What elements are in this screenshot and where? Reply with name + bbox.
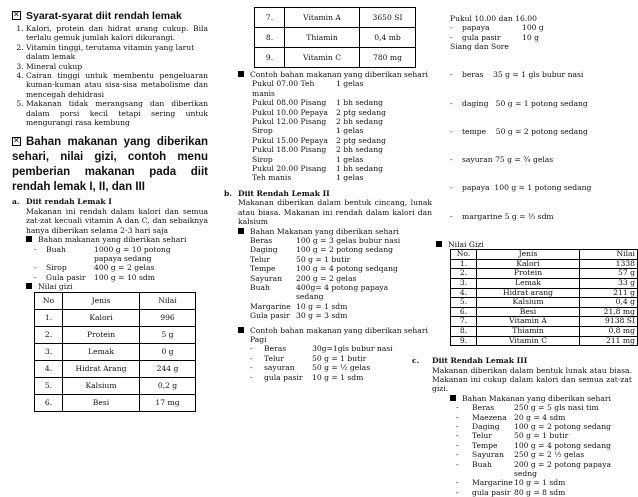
list-item: - Buah 200 g = 2 potong papaya sedng (456, 459, 612, 478)
table-row: 5. Kalsium 0,2 g (35, 377, 196, 394)
time-label: Pukul 10.00 dan 16.00 (450, 14, 537, 23)
list-item: Pukul 15.00 Pepaya 2 ptg sedang (252, 135, 386, 145)
list-item: Daging 100 g = 2 potong sedang (250, 245, 393, 255)
list-item: Sirop 1 gelas (252, 126, 364, 136)
list-item: - sayuran 50 g = ½ gelas (250, 363, 371, 373)
column-left (12, 10, 208, 412)
list-item: - Maezena 20 g = 4 sdm (456, 412, 566, 422)
list-item: Beras 100 g = 3 gelas bubur nasi (250, 235, 401, 245)
bullet-item: Contoh bahan makanan yang diberikan sehari (224, 70, 432, 79)
list-item: - Telur 50 g = 1 butir (250, 353, 367, 363)
list-item: 5. Makanan tidak merangsang dan diberikan dalam porsi kecil tetapi sering untuk mengurangi rasa kembung (26, 99, 208, 127)
bullet-item: Nilai gizi (12, 282, 208, 291)
list-item: - daging 50 g = 1 potong sedang (450, 98, 588, 108)
food-list (436, 403, 632, 497)
square-bullet-icon (26, 283, 32, 289)
list-item: - margarine 5 g = ⅓ sdm (450, 211, 554, 221)
list-item: - Daging 100 g = 2 potong sedang (456, 421, 611, 431)
list-item: Tempe 100 g = 4 potong sedqang (250, 264, 398, 274)
square-bullet-icon (238, 228, 244, 234)
column-right (412, 14, 635, 497)
list-item: - sayuran 75 g = ¾ gelas (450, 155, 554, 165)
table-row: 6. Besi 17 mg (35, 394, 196, 411)
list-item: - papaya 100 g = 1 potong sedang (450, 183, 592, 193)
requirements-list (12, 24, 208, 127)
snack-list (436, 23, 632, 42)
table-row: 9. Vitamin C 211 mg (451, 336, 638, 346)
subsection-title: b. Diit Rendah Lemak II (224, 188, 330, 198)
time-label: Siang dan Sore (450, 42, 509, 52)
table-row: 9. Vitamin C 780 mg (255, 48, 416, 68)
section-heading-menu: ✕Bahan makanan yang diberikan sehari, nilai gizi, contoh menu pemberian makanan pada diit rendah lemak I, II, dan III (12, 135, 208, 195)
list-item: - gula pasir 10 g = 1 sdm (250, 372, 364, 382)
paragraph: Makanan diberikan dalam bentuk cincang, lunak atau biasa. Makanan ini rendah dalam kalori dan kalsium (238, 198, 432, 227)
list-item: Telur 50 g = 1 butir (250, 254, 351, 264)
square-bullet-icon (238, 71, 244, 77)
list-item: - Gula pasir 100 g = 10 sdm (34, 272, 155, 282)
list-item: - gula pasir 80 g = 8 sdm (456, 487, 566, 497)
table-row: 4. Hidrat Arang 244 g (35, 360, 196, 377)
list-item: Gula pasir 30 g = 3 sdm (250, 311, 348, 321)
list-item: - Margarine 10 g = 1 sdm (456, 478, 566, 488)
food-list (12, 245, 208, 283)
list-item: Pukul 10.00 Pepaya 2 ptg sedang (252, 107, 386, 117)
column-middle (224, 7, 432, 382)
bullet-item: Nilai Gizi (436, 240, 632, 249)
table-row: 1. Kalori 996 (35, 309, 196, 326)
subsection-title: a. Diit rendah Lemak I (12, 197, 112, 207)
list-item: - beras 35 g = 1 gls bubur nasi (450, 70, 584, 80)
list-item: - Telur 50 g = 1 butir (456, 431, 569, 441)
list-item: Pukul 07.00 Teh manis 1 gelas (252, 79, 364, 98)
list-item: Margarine 10 g = 1 sdm (250, 301, 348, 311)
checkbox-icon (12, 11, 21, 20)
table-row: 3. Lemak 0 g (35, 343, 196, 360)
checkbox-icon (12, 137, 21, 146)
paragraph: Makanan ini rendah dalam kalori dan semua zat-zat kecuali vitamin A dan C, dan sebaiknya hanya diberikan selama 2-3 hari saja (26, 206, 208, 235)
list-item: Buah 400g= 4 potong papaya sedang (250, 282, 389, 302)
square-bullet-icon (238, 327, 244, 333)
subsection-title: c. Diit Rendah Lemak III (412, 356, 528, 366)
table-row: 2. Protein 5 g (35, 326, 196, 343)
nutrition-table-3 (450, 249, 638, 346)
table-row: 8. Thiamin 0,4 mb (255, 28, 416, 48)
square-bullet-icon (26, 236, 32, 242)
table-row: 7. Vitamin A 9138 SI (451, 317, 638, 327)
paragraph: Makanan diberikan dalam bentuk lunak atau biasa. Makanan ini cukup dalam kalori dan semua zat-zat gizi. (432, 365, 632, 394)
list-item: Pukul 20.00 Pisang 1 bh sedang (252, 164, 383, 174)
table-row: 6. Besi 21,8 mg (451, 307, 638, 317)
list-item: - Buah 1000 g = 10 potong papaya sedang (34, 244, 171, 263)
list-item: - Beras 250 g = 5 gls nasi tim (456, 403, 599, 413)
bullet-item: Bahan Makanan yang diberikan sehari (224, 227, 432, 236)
table-header-row: No. Jenis Nilai (451, 250, 638, 260)
list-item: - Sayuran 250 g = 2 ½ gelas (456, 450, 585, 460)
list-item: 2. Vitamin tinggi, terutama vitamin yang larut dalam lemak (26, 43, 208, 62)
table-row: 3. Lemak 33 g (451, 278, 638, 288)
square-bullet-icon (450, 395, 456, 401)
list-item: - Beras 30g=1gls bubur nasi (250, 344, 393, 354)
list-item: 4. Cairan tinggi untuk membentu pengeluaran kuman-kuman atau sisa-sisa metabolisme dan mencegah dehidrasi (26, 71, 208, 99)
list-item: 1. Kalori, protein dan hidrat arang cukup. Bila terlalu gemuk jumlah kalori dikurangi. (26, 24, 208, 43)
food-list (224, 236, 432, 321)
square-bullet-icon (436, 241, 442, 247)
list-item: Sirop 1 gelas (252, 154, 364, 164)
list-item: Teh manis 1 gelas (252, 173, 364, 183)
table-row: 2. Protein 57 g (451, 269, 638, 279)
list-item: Pukul 12.00 Pisang 2 bh sedang (252, 117, 383, 127)
list-item: - Tempe 100 g = 4 potong sedang (456, 440, 611, 450)
nutrition-table (34, 292, 196, 412)
bullet-item: Bahan makanan yang diberikan sehari (12, 235, 208, 244)
menu-list (224, 79, 432, 182)
table-row: 4. Hidrat arang 211 g (451, 288, 638, 298)
bullet-item: Contoh bahan makanan yang diberikan sehari (224, 326, 432, 335)
table-row: 8. Thiamin 0,8 mg (451, 326, 638, 336)
table-row: 7. Vitamin A 3650 SI (255, 8, 416, 28)
table-row: 5. Kalsium 0,4 g (451, 298, 638, 308)
meal-list (224, 344, 432, 382)
list-item: Pukul 18.00 Pisang 2 bh sedang (252, 145, 383, 155)
nutrition-table-continued (254, 7, 416, 68)
table-header-row: No Jenis Nilai (35, 292, 196, 309)
list-item: - gula pasir 10 g (450, 32, 539, 42)
list-item: Pukul 08.00 Pisang 1 bh sedang (252, 98, 383, 108)
list-item: - papaya 100 g (450, 23, 544, 33)
table-row: 1. Kalori 1338 (451, 259, 638, 269)
section-heading-requirements: ✕Syarat-syarat diit rendah lemak (12, 10, 208, 22)
list-item: Sayuran 200 g = 2 gelas (250, 273, 357, 283)
list-item: - Sirop 400 g = 2 gelas (34, 263, 155, 273)
list-item: - tempe 50 g = 2 potong sedang (450, 126, 588, 136)
bullet-item: Bahan Makanan yang diberikan sehari (436, 394, 632, 403)
list-item: 3. Mineral cukup (26, 62, 208, 71)
meal-label: Pagi (250, 334, 267, 344)
lunch-list (436, 52, 632, 240)
